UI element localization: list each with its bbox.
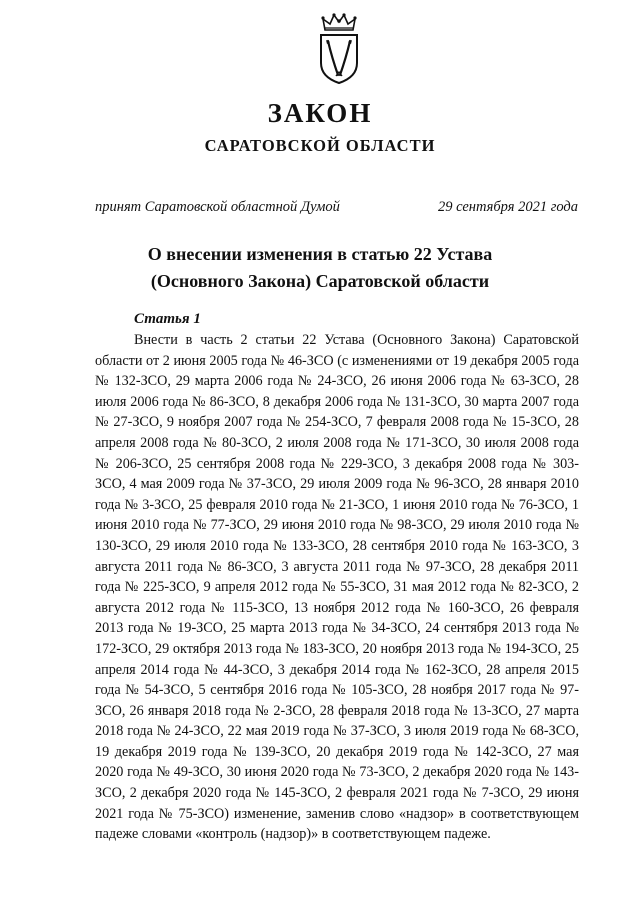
article-body: Внести в часть 2 статьи 22 Устава (Основного Закона) Саратовской области от 2 июня 2005 года № 46-ЗСО (с изменениями от 19 декабря 2005 года № 132-ЗСО, 29 марта 2006 года № 24-ЗСО, 26 июня 2006 года № 63-ЗСО, 28 июля 2006 года № 86-ЗСО, 8 декабря 2006 года № 131-ЗСО, 30 марта 2007 года № 27-ЗСО, 9 ноября 2007 года № 254-ЗСО, 7 февраля 2008 года № 15-ЗСО, 28 апреля 2008 года № 80-ЗСО, 2 июля 2008 года № 171-ЗСО, 30 июля 2008 года № 206-ЗСО, 25 сентября 2008 года № 229-ЗСО, 3 декабря 2008 года № 303-ЗСО, 4 мая 2009 года № 37-ЗСО, 29 июля 2009 года № 96-ЗСО, 28 января 2010 года № 3-ЗСО, 25 февраля 2010 года № 21-ЗСО, 1 июня 2010 года № 76-ЗСО, 1 июня 2010 года № 77-ЗСО, 29 июня 2010 года № 98-ЗСО, 29 июля 2010 года № 130-ЗСО, 29 июля 2010 года № 133-ЗСО, 28 сентября 2010 года № 163-ЗСО, 3 августа 2011 года № 86-ЗСО, 3 августа 2011 года № 97-ЗСО, 28 декабря 2011 года № 225-ЗСО, 9 апреля 2012 года № 55-ЗСО, 31 мая 2012 года № 82-ЗСО, 2 августа 2012 года № 115-ЗСО, 13 ноября 2012 года № 160-ЗСО, 26 февраля 2013 года № 19-ЗСО, 25 марта 2013 года № 34-ЗСО, 24 сентября 2013 года № 172-ЗСО, 29 октября 2013 года № 183-ЗСО, 20 ноября 2013 года № 194-ЗСО, 25 апреля 2014 года № 44-ЗСО, 3 декабря 2014 года № 162-ЗСО, 28 апреля 2015 года № 54-ЗСО, 5 сентября 2016 года № 105-ЗСО, 28 ноября 2017 года № 97-ЗСО, 26 января 2018 года № 2-ЗСО, 28 февраля 2018 года № 13-ЗСО, 27 марта 2018 года № 24-ЗСО, 22 мая 2019 года № 37-ЗСО, 3 июля 2019 года № 68-ЗСО, 19 декабря 2019 года № 139-ЗСО, 20 декабря 2019 года № 142-ЗСО, 27 мая 2020 года № 49-ЗСО, 30 июня 2020 года № 73-ЗСО, 2 декабря 2020 года № 143-ЗСО, 2 декабря 2020 года № 145-ЗСО, 2 февраля 2021 года № 7-ЗСО, 29 июня 2021 года № 75-ЗСО) изменение, заменив слово «надзор» в соответствующем падеже словами «контроль (надзор)» в соответствующем падеже. [95, 332, 579, 843]
law-title-line-2: (Основного Закона) Саратовской области [150, 271, 490, 291]
law-title [0, 241, 640, 295]
region-subtitle: САРАТОВСКОЙ ОБЛАСТИ [204, 136, 436, 155]
coat-of-arms-icon [316, 13, 362, 85]
document-title: ЗАКОН [267, 98, 373, 128]
law-title-line-1: О внесении изменения в статью 22 Устава [147, 244, 493, 264]
article-heading: Статья 1 [134, 311, 201, 327]
adopted-by-text: принят Саратовской областной Думой [95, 199, 340, 215]
adoption-date: 29 сентября 2021 года [437, 199, 578, 215]
